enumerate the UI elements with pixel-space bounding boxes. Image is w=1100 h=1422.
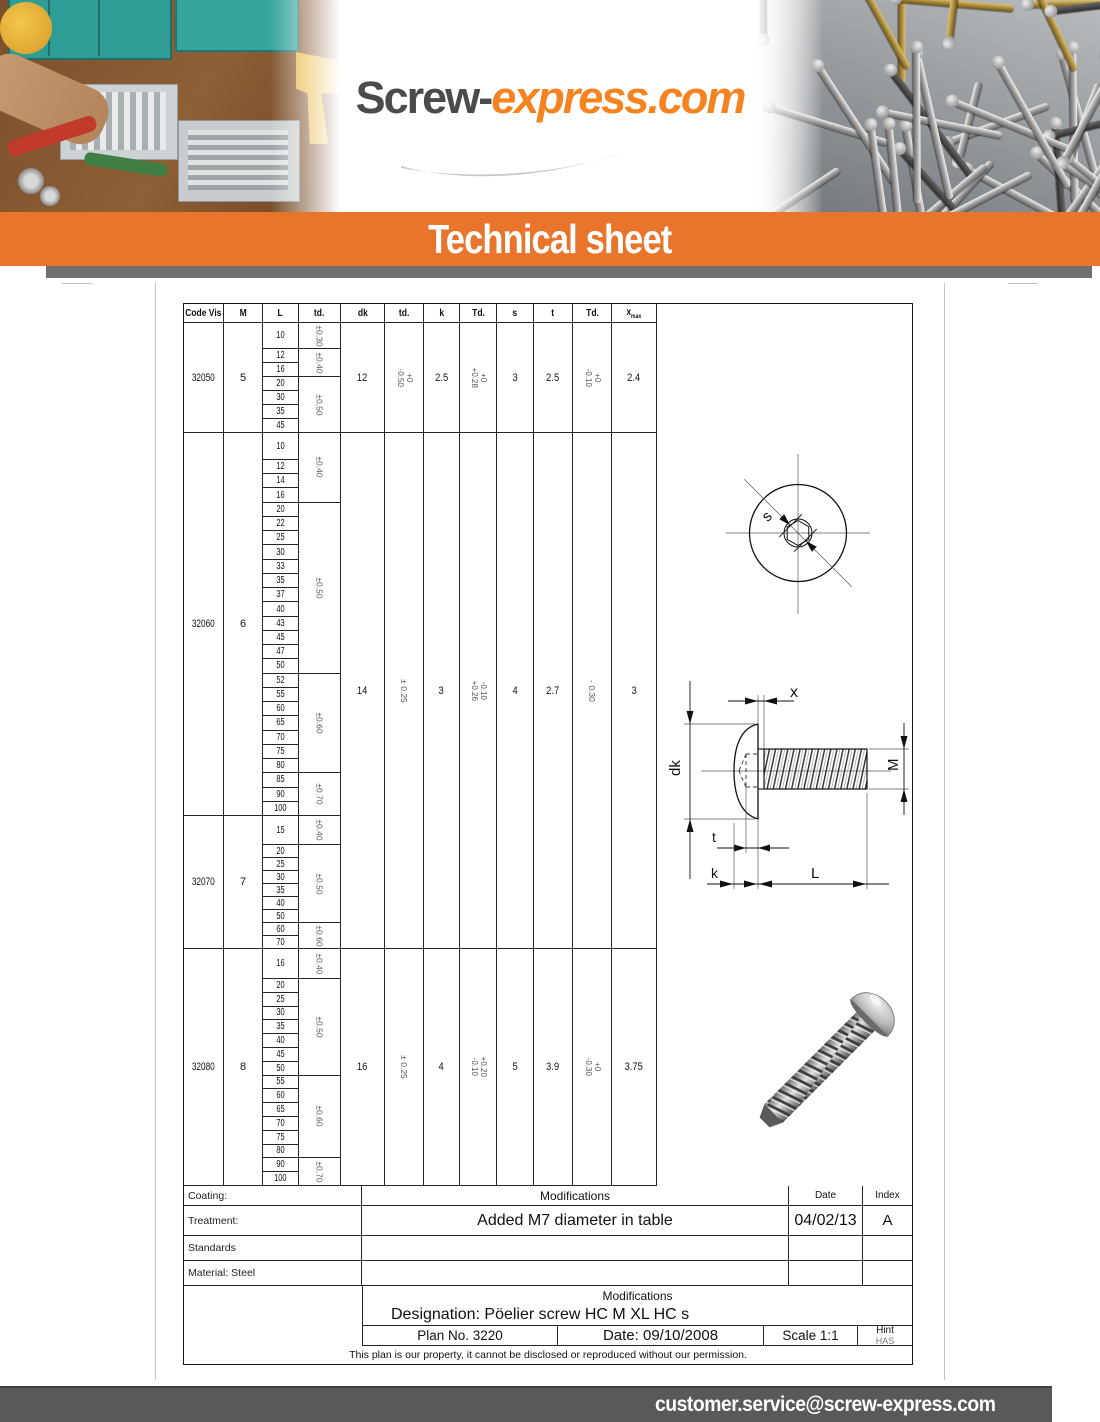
- length-cell: 80: [263, 759, 299, 773]
- value-cell-t: 2.5: [534, 323, 573, 433]
- dim-label-M: M: [885, 758, 902, 771]
- tolerance-group-cell: ±0.40: [299, 433, 341, 503]
- value-cell-td_dk: +0 -0.50: [385, 323, 424, 433]
- page-guide-left: [155, 283, 156, 1380]
- tolerance-group-cell: ±0.50: [299, 377, 341, 433]
- length-cell: 50: [263, 659, 299, 673]
- value-cell-Td_s: -0.10 +0.26: [460, 433, 497, 949]
- tolerance-group-cell: ±0.50: [299, 845, 341, 923]
- length-cell: 33: [263, 560, 299, 574]
- property-notice: This plan is our property, it cannot be disclosed or reproduced without our permission.: [349, 1349, 747, 1361]
- spec-table: [184, 304, 657, 1186]
- modifications-header: Modifications: [362, 1186, 789, 1206]
- m-cell: 8: [224, 949, 263, 1186]
- page-guide-right: [944, 283, 945, 1380]
- column-header: Td.: [460, 304, 497, 323]
- length-cell: 20: [263, 377, 299, 391]
- value-cell-dk: 16: [341, 949, 385, 1186]
- value-cell-Td_t: +0 -0.30: [573, 949, 612, 1186]
- tolerance-group-cell: ±0.40: [299, 816, 341, 845]
- material-label: Material: Steel: [184, 1261, 362, 1286]
- length-cell: 30: [263, 871, 299, 884]
- column-header: td.: [385, 304, 424, 323]
- tolerance-group-cell: ±0.30: [299, 323, 341, 349]
- tape-measure: [0, 2, 52, 54]
- value-cell-x: 3.75: [612, 949, 657, 1186]
- washer: [18, 168, 44, 194]
- length-cell: 40: [263, 897, 299, 910]
- column-header: dk: [341, 304, 385, 323]
- length-cell: 90: [263, 788, 299, 802]
- standards-value: [362, 1236, 789, 1261]
- column-header: L: [263, 304, 299, 323]
- date-header: Date: [789, 1186, 863, 1206]
- material-value: [362, 1261, 789, 1286]
- dim-label-s: s: [758, 507, 776, 526]
- length-cell: 45: [263, 1048, 299, 1062]
- length-cell: 85: [263, 773, 299, 787]
- length-cell: 20: [263, 979, 299, 993]
- length-cell: 40: [263, 602, 299, 616]
- column-header: Code Vis: [184, 304, 224, 323]
- length-cell: 43: [263, 617, 299, 631]
- banner-shadow-bar: [46, 266, 1092, 278]
- length-cell: 16: [263, 949, 299, 979]
- length-cell: 55: [263, 1076, 299, 1090]
- length-cell: 40: [263, 1034, 299, 1048]
- column-header: s: [497, 304, 534, 323]
- length-cell: 14: [263, 474, 299, 488]
- length-cell: 35: [263, 1020, 299, 1034]
- column-header: t: [534, 304, 573, 323]
- value-cell-dk: 12: [341, 323, 385, 433]
- standards-label: Standards: [184, 1236, 362, 1261]
- logo-text-express: express.com: [491, 72, 745, 123]
- logo-swoosh: [395, 146, 635, 186]
- value-cell-Td_s: +0 +0.28: [460, 323, 497, 433]
- length-cell: 65: [263, 716, 299, 730]
- standards-date: [789, 1236, 863, 1261]
- m-cell: 6: [224, 433, 263, 816]
- length-cell: 100: [263, 802, 299, 816]
- value-cell-s: 5: [497, 949, 534, 1186]
- length-cell: 50: [263, 910, 299, 923]
- length-cell: 30: [263, 391, 299, 405]
- coating-label: Coating:: [184, 1186, 362, 1206]
- length-cell: 25: [263, 993, 299, 1007]
- code-cell: 32060: [184, 433, 224, 816]
- tolerance-group-cell: ±0.50: [299, 503, 341, 674]
- length-cell: 35: [263, 884, 299, 897]
- length-cell: 45: [263, 631, 299, 645]
- length-cell: 37: [263, 588, 299, 602]
- length-cell: 55: [263, 688, 299, 702]
- column-header: $x_{max}$: [612, 304, 657, 323]
- banner: [0, 212, 1100, 266]
- length-cell: 35: [263, 574, 299, 588]
- length-cell: 47: [263, 645, 299, 659]
- length-cell: 100: [263, 1172, 299, 1186]
- code-cell: 32080: [184, 949, 224, 1186]
- tolerance-group-cell: ±0.40: [299, 349, 341, 377]
- length-cell: 16: [263, 363, 299, 377]
- dim-label-k: k: [711, 865, 718, 881]
- length-cell: 60: [263, 1089, 299, 1103]
- screw-photo-item: [1095, 0, 1100, 75]
- value-cell-dk: 14: [341, 433, 385, 949]
- value-cell-s: 4: [497, 433, 534, 949]
- banner-title: Technical sheet: [428, 215, 672, 262]
- length-cell: 70: [263, 936, 299, 949]
- footer-bar: [0, 1386, 1052, 1422]
- standards-index: [863, 1236, 912, 1261]
- value-cell-x: 3: [612, 433, 657, 949]
- length-cell: 22: [263, 517, 299, 531]
- code-cell: 32050: [184, 323, 224, 433]
- m-cell: 5: [224, 323, 263, 433]
- length-cell: 52: [263, 674, 299, 688]
- screw-photo-item: [899, 0, 906, 84]
- value-cell-t: 3.9: [534, 949, 573, 1186]
- footer-email[interactable]: customer.service@screw-express.com: [655, 1393, 996, 1416]
- scale-value: Scale 1:1: [764, 1326, 858, 1346]
- column-header: k: [424, 304, 460, 323]
- value-cell-td_dk: ± 0.25: [385, 433, 424, 949]
- length-cell: 10: [263, 433, 299, 460]
- m-cell: 7: [224, 816, 263, 949]
- length-cell: 25: [263, 858, 299, 871]
- value-cell-k: 4: [424, 949, 460, 1186]
- tolerance-group-cell: ±0.40: [299, 949, 341, 979]
- plan-no: Plan No. 3220: [362, 1326, 558, 1346]
- tolerance-group-cell: ±0.60: [299, 1076, 341, 1159]
- washer: [40, 186, 60, 206]
- modification-index: A: [863, 1206, 912, 1236]
- value-cell-Td_s: +0.20 -0.10: [460, 949, 497, 1186]
- length-cell: 70: [263, 1117, 299, 1131]
- length-cell: 25: [263, 531, 299, 545]
- length-cell: 50: [263, 1062, 299, 1076]
- dim-label-x: x: [790, 684, 798, 701]
- hint-cell: Hint HAS: [858, 1326, 912, 1346]
- tolerance-group-cell: ±0.60: [299, 674, 341, 774]
- value-cell-td_dk: ± 0.25: [385, 949, 424, 1186]
- value-cell-x: 2.4: [612, 323, 657, 433]
- workbench-photo: [0, 0, 340, 212]
- length-cell: 12: [263, 349, 299, 363]
- length-cell: 60: [263, 702, 299, 716]
- drawing-frame: [183, 303, 913, 1365]
- title-block: [184, 1186, 912, 1364]
- modifications-footer: Modifications: [362, 1286, 912, 1305]
- tolerance-group-cell: ±0.70: [299, 1158, 341, 1186]
- length-cell: 60: [263, 923, 299, 936]
- value-cell-Td_t: - 0.30: [573, 433, 612, 949]
- code-cell: 32070: [184, 816, 224, 949]
- length-cell: 30: [263, 545, 299, 559]
- dim-label-t: t: [712, 829, 716, 845]
- value-cell-s: 3: [497, 323, 534, 433]
- length-cell: 65: [263, 1103, 299, 1117]
- designation: Designation: Pöelier screw HC M XL HC s: [362, 1305, 912, 1326]
- length-cell: 80: [263, 1145, 299, 1159]
- length-cell: 12: [263, 460, 299, 474]
- crop-mark: [1008, 283, 1038, 284]
- value-cell-k: 3: [424, 433, 460, 949]
- length-cell: 35: [263, 405, 299, 419]
- dim-label-L: L: [811, 865, 820, 882]
- material-date: [789, 1261, 863, 1286]
- column-header: td.: [299, 304, 341, 323]
- material-index: [863, 1261, 912, 1286]
- length-cell: 15: [263, 816, 299, 845]
- value-cell-t: 2.7: [534, 433, 573, 949]
- modification-date: 04/02/13: [789, 1206, 863, 1236]
- value-cell-Td_t: +0 -0.10: [573, 323, 612, 433]
- column-header: M: [224, 304, 263, 323]
- logo-text-screw: Screw-: [355, 72, 492, 123]
- tolerance-group-cell: ±0.70: [299, 773, 341, 816]
- length-cell: 16: [263, 488, 299, 502]
- date-value: Date: 09/10/2008: [558, 1326, 764, 1346]
- length-cell: 75: [263, 745, 299, 759]
- value-cell-k: 2.5: [424, 323, 460, 433]
- side-view-drawing: [664, 661, 919, 901]
- length-cell: 30: [263, 1007, 299, 1021]
- treatment-label: Treatment:: [184, 1206, 362, 1236]
- threaded-shank: [764, 749, 867, 789]
- length-cell: 20: [263, 503, 299, 517]
- tolerance-group-cell: ±0.50: [299, 979, 341, 1076]
- modification-entry: Added M7 diameter in table: [362, 1206, 789, 1236]
- length-cell: 20: [263, 845, 299, 858]
- screw-3d-illustration: [751, 951, 921, 1171]
- tolerance-group-cell: ±0.60: [299, 923, 341, 949]
- length-cell: 10: [263, 323, 299, 349]
- front-view-drawing: [681, 426, 915, 646]
- dim-label-dk: dk: [667, 760, 684, 776]
- screws-photo: [753, 0, 1100, 214]
- length-cell: 45: [263, 419, 299, 433]
- length-cell: 90: [263, 1158, 299, 1172]
- length-cell: 75: [263, 1131, 299, 1145]
- column-header: Td.: [573, 304, 612, 323]
- length-cell: 70: [263, 731, 299, 745]
- crop-mark: [62, 283, 92, 284]
- index-header: Index: [863, 1186, 912, 1206]
